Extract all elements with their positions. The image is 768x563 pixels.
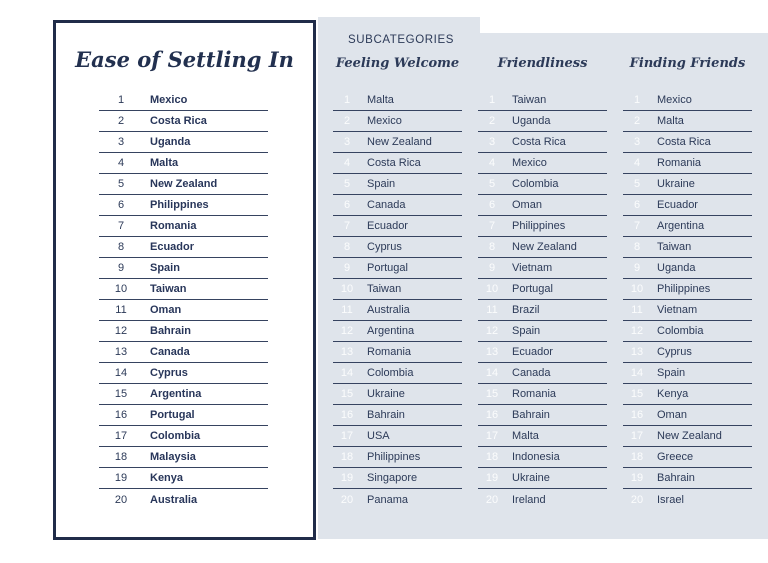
- country-name: Spain: [150, 262, 180, 274]
- column-header-friendliness: Friendliness: [497, 56, 588, 71]
- list-item: [478, 447, 607, 468]
- country-name: Mexico: [512, 157, 547, 169]
- rank-number: 13: [114, 346, 128, 358]
- rank-number: 7: [488, 220, 496, 232]
- rank-number: 12: [114, 325, 128, 337]
- list-item: [99, 132, 268, 153]
- rank-number: 14: [114, 367, 128, 379]
- rank-number: 12: [340, 325, 354, 337]
- feeling-welcome-list: [333, 90, 462, 510]
- rank-number: 12: [630, 325, 644, 337]
- list-item: [623, 132, 752, 153]
- rank-number: 17: [114, 430, 128, 442]
- list-item: [478, 237, 607, 258]
- rank-number: 18: [485, 451, 499, 463]
- country-name: USA: [367, 430, 390, 442]
- list-item: [623, 405, 752, 426]
- country-name: Costa Rica: [150, 115, 207, 127]
- rank-number: 8: [488, 241, 496, 253]
- rank-number: 8: [117, 241, 125, 253]
- country-name: Canada: [150, 346, 190, 358]
- list-item: [333, 111, 462, 132]
- rank-number: 5: [117, 178, 125, 190]
- rank-number: 10: [114, 283, 128, 295]
- rank-number: 18: [340, 451, 354, 463]
- list-item: [623, 300, 752, 321]
- country-name: Ecuador: [150, 241, 195, 253]
- column-header-feeling-welcome: Feeling Welcome: [335, 56, 460, 71]
- rank-number: 20: [114, 493, 128, 506]
- country-name: Taiwan: [367, 283, 402, 295]
- country-name: Ireland: [512, 493, 546, 506]
- list-item: [478, 363, 607, 384]
- country-name: Greece: [657, 451, 694, 463]
- list-item: [99, 237, 268, 258]
- country-name: Bahrain: [657, 472, 695, 484]
- rank-number: 19: [485, 472, 499, 484]
- list-item: [623, 384, 752, 405]
- country-name: New Zealand: [367, 136, 432, 148]
- rank-number: 19: [114, 472, 128, 484]
- country-name: Uganda: [150, 136, 191, 148]
- list-item: [623, 111, 752, 132]
- rank-number: 13: [630, 346, 644, 358]
- rank-number: 7: [633, 220, 641, 232]
- country-name: Romania: [512, 388, 557, 400]
- country-name: Oman: [512, 199, 542, 211]
- country-name: Argentina: [657, 220, 705, 232]
- country-name: Australia: [367, 304, 410, 316]
- rank-number: 17: [485, 430, 499, 442]
- rank-number: 4: [633, 157, 641, 169]
- list-item: [333, 237, 462, 258]
- rank-number: 10: [340, 283, 354, 295]
- list-item: [623, 279, 752, 300]
- rank-number: 15: [114, 388, 128, 400]
- list-item: [478, 111, 607, 132]
- country-name: Oman: [657, 409, 687, 421]
- list-item: [99, 90, 268, 111]
- rank-number: 2: [117, 115, 125, 127]
- list-item: [99, 153, 268, 174]
- country-name: Taiwan: [150, 283, 187, 295]
- list-item: [333, 174, 462, 195]
- rank-number: 6: [633, 199, 641, 211]
- rank-number: 18: [114, 451, 128, 463]
- country-name: Costa Rica: [367, 157, 421, 169]
- list-item: [99, 300, 268, 321]
- list-item: [99, 321, 268, 342]
- rank-number: 4: [117, 157, 125, 169]
- country-name: Malta: [512, 430, 539, 442]
- list-item: [99, 258, 268, 279]
- list-item: [99, 426, 268, 447]
- country-name: Mexico: [150, 94, 188, 106]
- country-name: New Zealand: [150, 178, 218, 190]
- list-item: [623, 447, 752, 468]
- rank-number: 2: [633, 115, 641, 127]
- friendliness-list: [478, 90, 607, 510]
- country-name: Brazil: [512, 304, 540, 316]
- list-item: [333, 300, 462, 321]
- country-name: Ecuador: [512, 346, 553, 358]
- rank-number: 16: [630, 409, 644, 421]
- country-name: Argentina: [367, 325, 415, 337]
- country-name: Israel: [657, 493, 684, 506]
- list-item: [623, 468, 752, 489]
- rank-number: 8: [343, 241, 351, 253]
- list-item: [623, 426, 752, 447]
- rank-number: 14: [630, 367, 644, 379]
- country-name: Philippines: [367, 451, 421, 463]
- rank-number: 17: [340, 430, 354, 442]
- rank-number: 1: [633, 94, 641, 106]
- country-name: Costa Rica: [512, 136, 566, 148]
- list-item: [333, 321, 462, 342]
- list-item: [99, 384, 268, 405]
- country-name: Canada: [367, 199, 406, 211]
- country-name: Bahrain: [367, 409, 405, 421]
- country-name: Singapore: [367, 472, 418, 484]
- country-name: Malta: [657, 115, 684, 127]
- rank-number: 10: [630, 283, 644, 295]
- rank-number: 11: [341, 304, 353, 316]
- list-item: [99, 468, 268, 489]
- rank-number: 3: [117, 136, 125, 148]
- list-item: [478, 279, 607, 300]
- country-name: Mexico: [657, 94, 692, 106]
- country-name: Vietnam: [657, 304, 698, 316]
- list-item: [623, 321, 752, 342]
- column-header-finding-friends: Finding Friends: [629, 56, 746, 71]
- country-name: Malta: [367, 94, 394, 106]
- list-item: [333, 405, 462, 426]
- rank-number: 4: [343, 157, 351, 169]
- country-name: Ukraine: [512, 472, 550, 484]
- list-item: [99, 195, 268, 216]
- list-item: [623, 363, 752, 384]
- list-item: [333, 195, 462, 216]
- list-item: [478, 468, 607, 489]
- country-name: Uganda: [657, 262, 696, 274]
- list-item: [623, 195, 752, 216]
- rank-number: 2: [488, 115, 496, 127]
- list-item: [623, 258, 752, 279]
- list-item: [478, 426, 607, 447]
- country-name: Taiwan: [657, 241, 692, 253]
- country-name: Kenya: [150, 472, 184, 484]
- list-item: [478, 153, 607, 174]
- list-item: [333, 153, 462, 174]
- rank-number: 14: [340, 367, 354, 379]
- country-name: Portugal: [367, 262, 408, 274]
- list-item: [478, 405, 607, 426]
- rank-number: 1: [343, 94, 351, 106]
- rank-number: 3: [488, 136, 496, 148]
- country-name: Romania: [367, 346, 412, 358]
- list-item: [99, 489, 268, 510]
- list-item: [478, 195, 607, 216]
- country-name: Philippines: [657, 283, 711, 295]
- rank-number: 16: [485, 409, 499, 421]
- country-name: Bahrain: [150, 325, 191, 337]
- list-item: [478, 489, 607, 510]
- country-name: Uganda: [512, 115, 551, 127]
- country-name: Vietnam: [512, 262, 553, 274]
- list-item: [333, 468, 462, 489]
- country-name: Argentina: [150, 388, 202, 400]
- rank-number: 6: [343, 199, 351, 211]
- list-item: [333, 489, 462, 510]
- rank-number: 3: [343, 136, 351, 148]
- rank-number: 7: [343, 220, 351, 232]
- list-item: [478, 321, 607, 342]
- country-name: Indonesia: [512, 451, 560, 463]
- rank-number: 13: [485, 346, 499, 358]
- country-name: Bahrain: [512, 409, 550, 421]
- country-name: Portugal: [512, 283, 553, 295]
- list-item: [623, 216, 752, 237]
- list-item: [99, 342, 268, 363]
- list-item: [333, 342, 462, 363]
- list-item: [478, 342, 607, 363]
- rank-number: 11: [486, 304, 498, 316]
- rank-number: 5: [633, 178, 641, 190]
- rank-number: 8: [633, 241, 641, 253]
- country-name: Spain: [512, 325, 541, 337]
- rank-number: 5: [343, 178, 351, 190]
- rank-number: 9: [343, 262, 351, 274]
- rank-number: 14: [485, 367, 499, 379]
- list-item: [478, 174, 607, 195]
- country-name: Australia: [150, 493, 198, 506]
- rank-number: 7: [117, 220, 125, 232]
- country-name: New Zealand: [657, 430, 722, 442]
- country-name: Costa Rica: [657, 136, 711, 148]
- list-item: [99, 363, 268, 384]
- rank-number: 2: [343, 115, 351, 127]
- list-item: [333, 384, 462, 405]
- rank-number: 9: [633, 262, 641, 274]
- rank-number: 15: [340, 388, 354, 400]
- main-ranking-list: [99, 90, 268, 510]
- list-item: [333, 279, 462, 300]
- list-item: [99, 447, 268, 468]
- country-name: Ecuador: [657, 199, 698, 211]
- country-name: Colombia: [657, 325, 704, 337]
- list-item: [478, 300, 607, 321]
- country-name: Cyprus: [150, 367, 188, 379]
- list-item: [333, 132, 462, 153]
- rank-number: 15: [630, 388, 644, 400]
- country-name: Ecuador: [367, 220, 408, 232]
- country-name: Panama: [367, 493, 408, 506]
- list-item: [623, 153, 752, 174]
- finding-friends-list: [623, 90, 752, 510]
- rank-number: 1: [117, 94, 125, 106]
- list-item: [99, 111, 268, 132]
- list-item: [333, 216, 462, 237]
- country-name: Ukraine: [657, 178, 695, 190]
- country-name: Kenya: [657, 388, 689, 400]
- country-name: Colombia: [150, 430, 201, 442]
- ease-of-settling-in-card: [53, 20, 316, 540]
- rank-number: 6: [117, 199, 125, 211]
- list-item: [623, 174, 752, 195]
- list-item: [333, 258, 462, 279]
- rank-number: 20: [340, 493, 354, 506]
- rank-number: 15: [485, 388, 499, 400]
- rank-number: 6: [488, 199, 496, 211]
- country-name: Canada: [512, 367, 551, 379]
- rank-number: 11: [115, 304, 127, 316]
- subcategories-label: SUBCATEGORIES: [348, 34, 454, 46]
- list-item: [623, 342, 752, 363]
- rank-number: 9: [117, 262, 125, 274]
- page-title: Ease of Settling In: [75, 47, 294, 72]
- list-item: [623, 489, 752, 510]
- country-name: Spain: [367, 178, 396, 190]
- list-item: [478, 384, 607, 405]
- list-item: [99, 405, 268, 426]
- country-name: Romania: [657, 157, 702, 169]
- rank-number: 5: [488, 178, 496, 190]
- country-name: Spain: [657, 367, 686, 379]
- rank-number: 16: [114, 409, 128, 421]
- list-item: [99, 174, 268, 195]
- rank-number: 9: [488, 262, 496, 274]
- list-item: [99, 216, 268, 237]
- rank-number: 12: [485, 325, 499, 337]
- country-name: Oman: [150, 304, 182, 316]
- list-item: [478, 90, 607, 111]
- list-item: [333, 363, 462, 384]
- country-name: Colombia: [367, 367, 414, 379]
- rank-number: 20: [485, 493, 499, 506]
- country-name: Taiwan: [512, 94, 547, 106]
- country-name: Romania: [150, 220, 197, 232]
- list-item: [333, 426, 462, 447]
- country-name: Mexico: [367, 115, 402, 127]
- country-name: Philippines: [512, 220, 566, 232]
- rank-number: 11: [631, 304, 643, 316]
- rank-number: 10: [485, 283, 499, 295]
- country-name: Colombia: [512, 178, 559, 190]
- rank-number: 20: [630, 493, 644, 506]
- country-name: New Zealand: [512, 241, 577, 253]
- country-name: Philippines: [150, 199, 209, 211]
- country-name: Portugal: [150, 409, 195, 421]
- rank-number: 19: [630, 472, 644, 484]
- country-name: Ukraine: [367, 388, 405, 400]
- rank-number: 17: [630, 430, 644, 442]
- list-item: [478, 216, 607, 237]
- list-item: [623, 90, 752, 111]
- rank-number: 4: [488, 157, 496, 169]
- list-item: [478, 258, 607, 279]
- list-item: [623, 237, 752, 258]
- list-item: [333, 447, 462, 468]
- rank-number: 19: [340, 472, 354, 484]
- list-item: [478, 132, 607, 153]
- rank-number: 1: [488, 94, 496, 106]
- rank-number: 18: [630, 451, 644, 463]
- country-name: Malta: [150, 157, 179, 169]
- list-item: [99, 279, 268, 300]
- country-name: Malaysia: [150, 451, 196, 463]
- country-name: Cyprus: [367, 241, 402, 253]
- rank-number: 13: [340, 346, 354, 358]
- list-item: [333, 90, 462, 111]
- rank-number: 16: [340, 409, 354, 421]
- rank-number: 3: [633, 136, 641, 148]
- country-name: Cyprus: [657, 346, 692, 358]
